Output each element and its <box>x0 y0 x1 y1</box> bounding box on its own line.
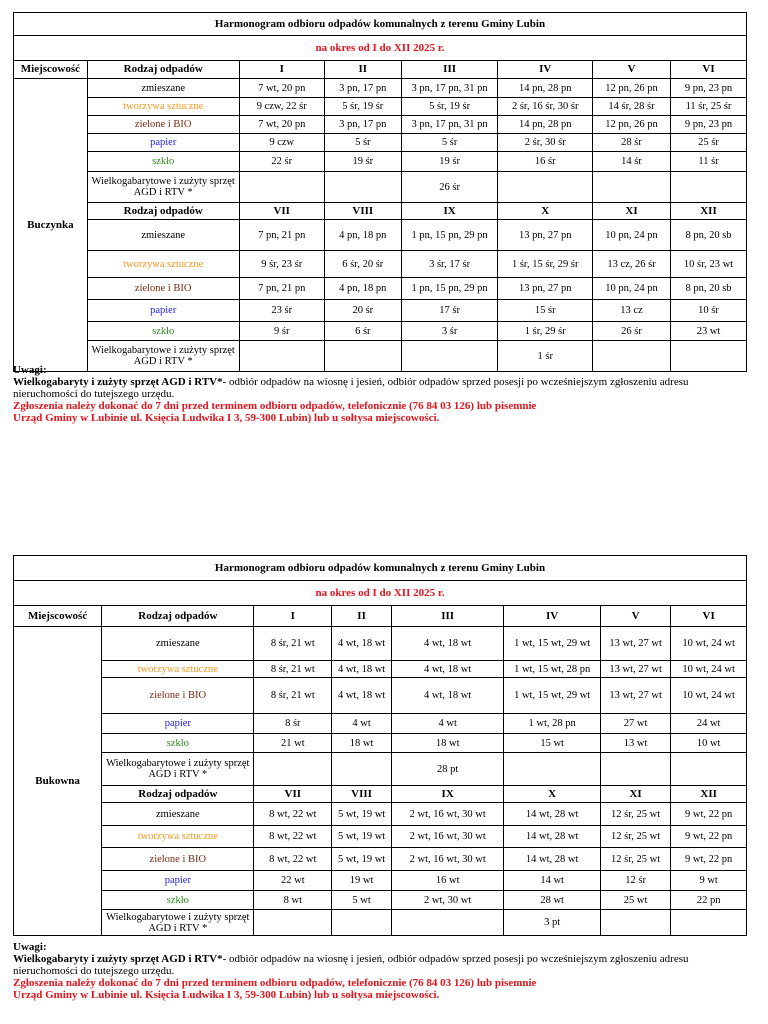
pickup-dates: 10 wt <box>671 734 747 753</box>
waste-type-bulky: Wielkogabarytowe i zużyty sprzęt AGD i RTV * <box>87 172 239 203</box>
waste-type-bulky: Wielkogabarytowe i zużyty sprzęt AGD i RTV * <box>102 910 254 936</box>
month-header: X <box>498 203 593 220</box>
pickup-dates: 9 wt <box>671 871 747 891</box>
table-row <box>14 134 747 152</box>
schedule-period: na okres od I do XII 2025 r. <box>14 581 747 606</box>
pickup-dates: 3 pn, 17 pn <box>324 116 401 134</box>
pickup-dates: 2 śr, 30 śr <box>498 134 593 152</box>
waste-type-plastic: tworzywa sztuczne <box>87 98 239 116</box>
pickup-dates: 12 śr <box>600 871 670 891</box>
pickup-dates: 4 pn, 18 pn <box>324 220 401 251</box>
table-row <box>14 278 747 300</box>
header-waste-type: Rodzaj odpadów <box>87 203 239 220</box>
pickup-dates: 5 wt, 19 wt <box>332 826 392 848</box>
header-locality: Miejscowość <box>14 606 102 627</box>
pickup-dates: 25 śr <box>671 134 747 152</box>
pickup-dates: 4 wt, 18 wt <box>332 678 392 714</box>
pickup-dates: 1 wt, 15 wt, 29 wt <box>504 627 601 661</box>
waste-type-mixed: zmieszane <box>87 79 239 98</box>
month-header: VI <box>671 61 747 79</box>
pickup-dates: 12 pn, 26 pn <box>593 79 671 98</box>
month-header: IV <box>504 606 601 627</box>
pickup-dates: 21 wt <box>254 734 332 753</box>
table-row <box>14 251 747 278</box>
pickup-dates: 3 pn, 17 pn <box>324 79 401 98</box>
pickup-dates: 14 wt <box>504 871 601 891</box>
table-row <box>14 803 747 826</box>
waste-type-bulky: Wielkogabarytowe i zużyty sprzęt AGD i RTV * <box>102 753 254 786</box>
month-header: III <box>401 61 498 79</box>
pickup-dates: 13 wt <box>600 734 670 753</box>
month-header: II <box>324 61 401 79</box>
pickup-dates: 26 śr <box>593 322 671 341</box>
pickup-dates: 10 wt, 24 wt <box>671 627 747 661</box>
pickup-dates <box>498 172 593 203</box>
pickup-dates <box>332 753 392 786</box>
table-row <box>14 826 747 848</box>
pickup-dates: 14 wt, 28 wt <box>504 826 601 848</box>
pickup-dates: 8 pn, 20 sb <box>671 220 747 251</box>
pickup-dates: 1 wt, 15 wt, 28 pn <box>504 661 601 678</box>
notes-paragraph <box>13 376 753 400</box>
pickup-dates: 7 pn, 21 pn <box>239 278 324 300</box>
notes-bulky-label: Wielkogabaryty i zużyty sprzęt AGD i RTV* <box>13 953 223 965</box>
pickup-dates: 7 pn, 21 pn <box>239 220 324 251</box>
pickup-dates <box>504 753 601 786</box>
pickup-dates: 1 śr, 15 śr, 29 śr <box>498 251 593 278</box>
pickup-dates: 14 śr <box>593 152 671 172</box>
month-header: X <box>504 786 601 803</box>
pickup-dates: 2 wt, 16 wt, 30 wt <box>392 826 504 848</box>
pickup-dates: 20 śr <box>324 300 401 322</box>
pickup-dates: 12 pn, 26 pn <box>593 116 671 134</box>
pickup-dates: 5 śr <box>324 134 401 152</box>
pickup-dates: 13 cz, 26 śr <box>593 251 671 278</box>
pickup-dates: 13 pn, 27 pn <box>498 278 593 300</box>
pickup-dates: 15 śr <box>498 300 593 322</box>
pickup-dates: 8 wt <box>254 891 332 910</box>
waste-type-mixed: zmieszane <box>102 803 254 826</box>
table-row <box>14 98 747 116</box>
waste-type-plastic: tworzywa sztuczne <box>87 251 239 278</box>
pickup-dates: 23 wt <box>671 322 747 341</box>
table-row <box>14 678 747 714</box>
waste-type-bio: zielone i BIO <box>87 116 239 134</box>
pickup-dates: 10 śr <box>671 300 747 322</box>
pickup-dates: 28 śr <box>593 134 671 152</box>
pickup-dates: 10 śr, 23 wt <box>671 251 747 278</box>
pickup-dates: 13 wt, 27 wt <box>600 627 670 661</box>
pickup-dates: 5 wt <box>332 891 392 910</box>
pickup-dates: 5 śr, 19 śr <box>324 98 401 116</box>
table-row <box>14 300 747 322</box>
month-header: I <box>239 61 324 79</box>
pickup-dates: 7 wt, 20 pn <box>239 79 324 98</box>
month-header: V <box>593 61 671 79</box>
pickup-dates: 4 wt, 18 wt <box>392 678 504 714</box>
header-waste-type: Rodzaj odpadów <box>87 61 239 79</box>
pickup-dates: 12 śr, 25 wt <box>600 826 670 848</box>
notes-contact-line: Zgłoszenia należy dokonać do 7 dni przed terminem odbioru odpadów, telefonicznie (76 84 03 126) lub pisemnie <box>13 977 537 989</box>
header-waste-type: Rodzaj odpadów <box>102 786 254 803</box>
pickup-dates: 9 czw, 22 śr <box>239 98 324 116</box>
month-header: III <box>392 606 504 627</box>
pickup-dates: 7 wt, 20 pn <box>239 116 324 134</box>
pickup-dates <box>671 753 747 786</box>
notes-section <box>13 941 753 1001</box>
waste-type-plastic: tworzywa sztuczne <box>102 661 254 678</box>
notes-bulky-text: - odbiór odpadów na wiosnę i jesień, odbiór odpadów sprzed posesji po wcześniejszym zgłoszeniu adresu nieruchomości do tutejszego urzędu. <box>13 376 689 400</box>
schedule-bukowna <box>13 555 747 936</box>
waste-type-glass: szkło <box>102 891 254 910</box>
pickup-dates: 11 śr <box>671 152 747 172</box>
pickup-dates: 10 pn, 24 pn <box>593 278 671 300</box>
pickup-dates: 3 pt <box>504 910 601 936</box>
waste-type-paper: papier <box>102 871 254 891</box>
pickup-dates: 9 wt, 22 pn <box>671 848 747 871</box>
month-header: II <box>332 606 392 627</box>
pickup-dates: 9 pn, 23 pn <box>671 116 747 134</box>
pickup-dates: 3 śr, 17 śr <box>401 251 498 278</box>
pickup-dates: 5 śr, 19 śr <box>401 98 498 116</box>
notes-office-address: Urząd Gminy w Lubinie ul. Księcia Ludwika I 3, 59-300 Lubin) lub u sołtysa miejscowości. <box>13 412 440 424</box>
table-row <box>14 848 747 871</box>
pickup-dates: 9 pn, 23 pn <box>671 79 747 98</box>
table-row <box>14 753 747 786</box>
pickup-dates: 8 śr, 21 wt <box>254 678 332 714</box>
pickup-dates: 11 śr, 25 śr <box>671 98 747 116</box>
waste-type-paper: papier <box>87 300 239 322</box>
notes-contact-line: Zgłoszenia należy dokonać do 7 dni przed terminem odbioru odpadów, telefonicznie (76 84 03 126) lub pisemnie <box>13 400 537 412</box>
pickup-dates: 1 wt, 15 wt, 29 wt <box>504 678 601 714</box>
notes-office-address: Urząd Gminy w Lubinie ul. Księcia Ludwika I 3, 59-300 Lubin) lub u sołtysa miejscowości. <box>13 989 440 1001</box>
table-row <box>14 322 747 341</box>
table-row <box>14 661 747 678</box>
pickup-dates: 25 wt <box>600 891 670 910</box>
notes-section <box>13 364 753 424</box>
locality-name: Buczynka <box>14 79 88 372</box>
pickup-dates: 1 śr <box>498 341 593 372</box>
schedule-buczynka <box>13 12 747 372</box>
month-header: V <box>600 606 670 627</box>
notes-heading: Uwagi: <box>13 941 47 953</box>
schedule-title: Harmonogram odbioru odpadów komunalnych z terenu Gminy Lubin <box>14 13 747 36</box>
pickup-dates: 14 wt, 28 wt <box>504 848 601 871</box>
header-locality: Miejscowość <box>14 61 88 79</box>
notes-paragraph <box>13 953 753 977</box>
table-row <box>14 79 747 98</box>
pickup-dates: 9 śr, 23 śr <box>239 251 324 278</box>
pickup-dates: 13 pn, 27 pn <box>498 220 593 251</box>
pickup-dates: 15 wt <box>504 734 601 753</box>
pickup-dates <box>324 172 401 203</box>
pickup-dates: 10 pn, 24 pn <box>593 220 671 251</box>
month-header: VI <box>671 606 747 627</box>
waste-type-glass: szkło <box>102 734 254 753</box>
pickup-dates: 9 wt, 22 pn <box>671 803 747 826</box>
pickup-dates: 5 wt, 19 wt <box>332 803 392 826</box>
pickup-dates: 1 pn, 15 pn, 29 pn <box>401 278 498 300</box>
pickup-dates: 12 śr, 25 wt <box>600 848 670 871</box>
pickup-dates: 4 wt, 18 wt <box>332 627 392 661</box>
waste-type-paper: papier <box>102 714 254 734</box>
pickup-dates: 14 pn, 28 pn <box>498 79 593 98</box>
schedule-period: na okres od I do XII 2025 r. <box>14 36 747 61</box>
pickup-dates: 16 śr <box>498 152 593 172</box>
locality-name: Bukowna <box>14 627 102 936</box>
pickup-dates <box>600 910 670 936</box>
notes-bulky-label: Wielkogabaryty i zużyty sprzęt AGD i RTV* <box>13 376 223 388</box>
table-row <box>14 714 747 734</box>
pickup-dates: 4 wt, 18 wt <box>332 661 392 678</box>
schedule-title: Harmonogram odbioru odpadów komunalnych z terenu Gminy Lubin <box>14 556 747 581</box>
waste-type-mixed: zmieszane <box>87 220 239 251</box>
pickup-dates: 19 śr <box>324 152 401 172</box>
pickup-dates: 1 śr, 29 śr <box>498 322 593 341</box>
pickup-dates: 8 śr, 21 wt <box>254 661 332 678</box>
pickup-dates: 4 wt, 18 wt <box>392 661 504 678</box>
pickup-dates: 8 śr <box>254 714 332 734</box>
pickup-dates <box>600 753 670 786</box>
pickup-dates: 19 wt <box>332 871 392 891</box>
pickup-dates: 3 pn, 17 pn, 31 pn <box>401 79 498 98</box>
waste-type-bulky: Wielkogabarytowe i zużyty sprzęt AGD i RTV * <box>87 341 239 372</box>
waste-type-bio: zielone i BIO <box>102 678 254 714</box>
pickup-dates <box>593 172 671 203</box>
pickup-dates: 10 wt, 24 wt <box>671 661 747 678</box>
pickup-dates: 8 wt, 22 wt <box>254 803 332 826</box>
pickup-dates: 19 śr <box>401 152 498 172</box>
month-header: IV <box>498 61 593 79</box>
pickup-dates: 8 pn, 20 sb <box>671 278 747 300</box>
month-header: VIII <box>332 786 392 803</box>
pickup-dates: 13 wt, 27 wt <box>600 661 670 678</box>
waste-type-glass: szkło <box>87 152 239 172</box>
pickup-dates: 13 wt, 27 wt <box>600 678 670 714</box>
month-header: IX <box>401 203 498 220</box>
table-row <box>14 891 747 910</box>
month-header: VIII <box>324 203 401 220</box>
table-row <box>14 152 747 172</box>
month-header: VII <box>254 786 332 803</box>
table-row <box>14 627 747 661</box>
pickup-dates: 9 śr <box>239 322 324 341</box>
table-row <box>14 172 747 203</box>
pickup-dates <box>239 172 324 203</box>
pickup-dates: 13 cz <box>593 300 671 322</box>
pickup-dates: 18 wt <box>392 734 504 753</box>
pickup-dates: 4 pn, 18 pn <box>324 278 401 300</box>
pickup-dates: 8 wt, 22 wt <box>254 826 332 848</box>
pickup-dates <box>254 910 332 936</box>
pickup-dates: 17 śr <box>401 300 498 322</box>
schedule-table <box>13 12 747 372</box>
pickup-dates: 9 czw <box>239 134 324 152</box>
pickup-dates: 5 śr <box>401 134 498 152</box>
pickup-dates: 6 śr <box>324 322 401 341</box>
pickup-dates: 2 wt, 16 wt, 30 wt <box>392 803 504 826</box>
pickup-dates: 8 śr, 21 wt <box>254 627 332 661</box>
pickup-dates: 22 pn <box>671 891 747 910</box>
pickup-dates: 2 wt, 16 wt, 30 wt <box>392 848 504 871</box>
pickup-dates: 24 wt <box>671 714 747 734</box>
pickup-dates: 14 śr, 28 śr <box>593 98 671 116</box>
table-row <box>14 910 747 936</box>
month-header: XII <box>671 203 747 220</box>
pickup-dates <box>392 910 504 936</box>
month-header: IX <box>392 786 504 803</box>
pickup-dates: 22 śr <box>239 152 324 172</box>
month-header: I <box>254 606 332 627</box>
pickup-dates: 28 wt <box>504 891 601 910</box>
table-row <box>14 734 747 753</box>
pickup-dates: 1 pn, 15 pn, 29 pn <box>401 220 498 251</box>
pickup-dates: 4 wt <box>392 714 504 734</box>
waste-type-glass: szkło <box>87 322 239 341</box>
pickup-dates <box>254 753 332 786</box>
pickup-dates: 14 wt, 28 wt <box>504 803 601 826</box>
table-row <box>14 871 747 891</box>
table-row <box>14 220 747 251</box>
header-waste-type: Rodzaj odpadów <box>102 606 254 627</box>
pickup-dates: 5 wt, 19 wt <box>332 848 392 871</box>
pickup-dates: 2 śr, 16 śr, 30 śr <box>498 98 593 116</box>
pickup-dates: 6 śr, 20 śr <box>324 251 401 278</box>
pickup-dates: 28 pt <box>392 753 504 786</box>
pickup-dates: 9 wt, 22 pn <box>671 826 747 848</box>
pickup-dates: 23 śr <box>239 300 324 322</box>
pickup-dates: 8 wt, 22 wt <box>254 848 332 871</box>
month-header: XI <box>593 203 671 220</box>
month-header: VII <box>239 203 324 220</box>
pickup-dates: 27 wt <box>600 714 670 734</box>
pickup-dates: 3 pn, 17 pn, 31 pn <box>401 116 498 134</box>
pickup-dates: 3 śr <box>401 322 498 341</box>
month-header: XI <box>600 786 670 803</box>
notes-heading: Uwagi: <box>13 364 47 376</box>
pickup-dates <box>671 172 747 203</box>
pickup-dates: 16 wt <box>392 871 504 891</box>
pickup-dates: 12 śr, 25 wt <box>600 803 670 826</box>
pickup-dates: 10 wt, 24 wt <box>671 678 747 714</box>
waste-type-bio: zielone i BIO <box>102 848 254 871</box>
waste-type-plastic: tworzywa sztuczne <box>102 826 254 848</box>
pickup-dates: 4 wt <box>332 714 392 734</box>
pickup-dates: 18 wt <box>332 734 392 753</box>
notes-bulky-text: - odbiór odpadów na wiosnę i jesień, odbiór odpadów sprzed posesji po wcześniejszym zgłoszeniu adresu nieruchomości do tutejszego urzędu. <box>13 953 689 977</box>
waste-type-mixed: zmieszane <box>102 627 254 661</box>
pickup-dates <box>671 910 747 936</box>
pickup-dates: 14 pn, 28 pn <box>498 116 593 134</box>
month-header: XII <box>671 786 747 803</box>
pickup-dates <box>332 910 392 936</box>
pickup-dates: 1 wt, 28 pn <box>504 714 601 734</box>
pickup-dates: 22 wt <box>254 871 332 891</box>
table-row <box>14 116 747 134</box>
pickup-dates: 2 wt, 30 wt <box>392 891 504 910</box>
pickup-dates: 26 śr <box>401 172 498 203</box>
waste-type-paper: papier <box>87 134 239 152</box>
schedule-table <box>13 555 747 936</box>
pickup-dates: 4 wt, 18 wt <box>392 627 504 661</box>
waste-type-bio: zielone i BIO <box>87 278 239 300</box>
